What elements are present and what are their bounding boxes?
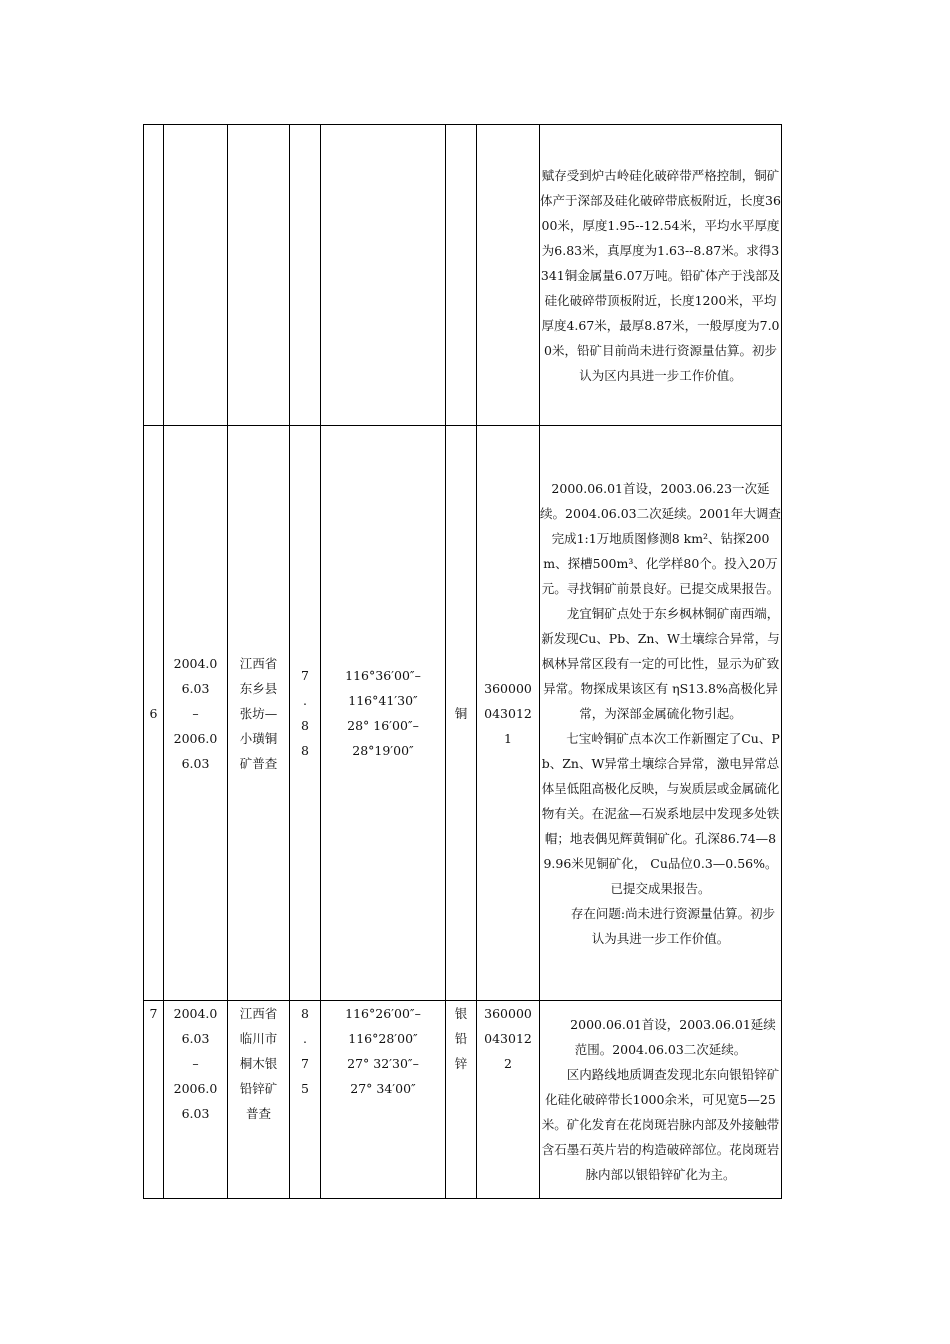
cell-license-code bbox=[477, 1001, 540, 1199]
area-char: 8 bbox=[301, 743, 309, 758]
cell-description bbox=[540, 125, 782, 426]
name-line: 矿普查 bbox=[239, 755, 278, 771]
code-line: 043012 bbox=[484, 1031, 532, 1046]
coord-line: 116°36′00″– bbox=[345, 668, 421, 683]
date-line: 6.03 bbox=[181, 1031, 210, 1046]
cell-mineral bbox=[446, 1001, 477, 1199]
cell-area bbox=[290, 125, 321, 426]
name-line: 普查 bbox=[245, 1106, 271, 1121]
name-line: 临川市 bbox=[239, 1031, 278, 1046]
area-char: . bbox=[303, 693, 307, 708]
cell-project-name bbox=[228, 125, 290, 426]
mineral-char: 银 bbox=[454, 1006, 468, 1021]
cell-mineral bbox=[446, 125, 477, 426]
date-line: 6.03 bbox=[181, 680, 210, 696]
cell-number: 6 bbox=[144, 426, 164, 1001]
description-paragraph: 龙宜铜矿点处于东乡枫林铜矿南西端，新发现Cu、Pb、Zn、W土壤综合异常，与枫林异常区段有一定的可比性，显示为矿致异常。物探成果该区有 ηS13.8%高极化异常，为深部金属硫化物引起。 bbox=[541, 605, 780, 721]
table-row bbox=[144, 125, 782, 426]
name-line: 江西省 bbox=[239, 655, 278, 671]
date-line: 6.03 bbox=[181, 1106, 210, 1121]
cell-description bbox=[540, 1001, 782, 1199]
code-line: 360000 bbox=[484, 680, 532, 696]
mineral-char: 铜 bbox=[454, 705, 468, 721]
coord-line: 28° 16′00″– bbox=[347, 718, 419, 733]
area-char: 7 bbox=[301, 668, 309, 683]
cell-coordinates bbox=[321, 1001, 446, 1199]
name-line: 桐木银 bbox=[239, 1056, 278, 1071]
area-char: . bbox=[303, 1031, 307, 1046]
description-paragraph: 2000.06.01首设，2003.06.23一次延续。2004.06.03二次延续。2001年大调查完成1:1万地质图修测8 km²、钻探200m、探槽500m³、化学样80个。投入20万元。寻找铜矿前景良好。已提交成果报告。 bbox=[540, 480, 781, 596]
cell-date bbox=[164, 426, 228, 1001]
cell-area bbox=[290, 426, 321, 1001]
name-line: 铅锌矿 bbox=[239, 1081, 278, 1096]
cell-coordinates bbox=[321, 426, 446, 1001]
name-line: 江西省 bbox=[239, 1006, 278, 1021]
description-paragraph: 区内路线地质调查发现北东向银铅锌矿化硅化破碎带长1000余米，可见宽5—25米。矿化发育在花岗斑岩脉内部及外接触带含石墨石英片岩的构造破碎部位。花岗斑岩脉内部以银铅锌矿化为主。 bbox=[541, 1067, 780, 1182]
date-line: 2006.0 bbox=[173, 730, 218, 746]
description-paragraph: 2000.06.01首设，2003.06.01延续范围。2004.06.03二次延续。 bbox=[570, 1017, 776, 1057]
name-line: 张坊— bbox=[239, 705, 278, 721]
cell-mineral bbox=[446, 426, 477, 1001]
coord-line: 27° 34′00″ bbox=[350, 1081, 416, 1096]
cell-project-name bbox=[228, 426, 290, 1001]
cell-number bbox=[144, 125, 164, 426]
description-paragraph: 七宝岭铜矿点本次工作新圈定了Cu、Pb、Zn、W异常土壤综合异常，激电异常总体呈低阻高极化反映，与炭质层或金属硫化物有关。在泥盆—石炭系地层中发现多处铁帽；地表偶见辉黄铜矿化。孔深86.74—89.96米见铜矿化， Cu品位0.3—0.56%。已提交成果报告。 bbox=[541, 730, 780, 896]
cell-description bbox=[540, 426, 782, 1001]
mineral-char: 铅 bbox=[454, 1031, 468, 1046]
date-line: 2004.0 bbox=[173, 655, 218, 671]
table-row bbox=[144, 426, 782, 1001]
date-line: 2006.0 bbox=[173, 1081, 218, 1096]
coord-line: 116°28′00″ bbox=[348, 1031, 418, 1046]
coord-line: 27° 32′30″– bbox=[347, 1056, 419, 1071]
table-row bbox=[144, 1001, 782, 1199]
date-line: 2004.0 bbox=[173, 1006, 218, 1021]
date-line: – bbox=[192, 705, 199, 721]
description-paragraph: 赋存受到炉古岭硅化破碎带严格控制，铜矿体产于深部及硅化破碎带底板附近，长度3600米，厚度1.95--12.54米，平均水平厚度为6.83米，真厚度为1.63--8.87米。求得3341铜金属量6.07万吨。铅矿体产于浅部及硅化破碎带顶板附近，长度1200米，平均厚度4.67米，最厚8.87米，一般厚度为7.00米，铅矿目前尚未进行资源量估算。初步认为区内具进一步工作价值。 bbox=[540, 167, 781, 383]
description-paragraph: 存在问题:尚未进行资源量估算。初步认为具进一步工作价值。 bbox=[570, 905, 776, 946]
coord-line: 116°26′00″– bbox=[345, 1006, 421, 1021]
area-char: 8 bbox=[301, 718, 309, 733]
cell-number: 7 bbox=[144, 1001, 164, 1199]
name-line: 东乡县 bbox=[239, 680, 278, 696]
cell-area bbox=[290, 1001, 321, 1199]
cell-date bbox=[164, 125, 228, 426]
code-line: 1 bbox=[504, 730, 512, 746]
cell-project-name bbox=[228, 1001, 290, 1199]
coord-line: 116°41′30″ bbox=[348, 693, 418, 708]
area-char: 7 bbox=[301, 1056, 309, 1071]
cell-license-code bbox=[477, 426, 540, 1001]
code-line: 2 bbox=[504, 1056, 512, 1071]
code-line: 043012 bbox=[484, 705, 532, 721]
date-line: 6.03 bbox=[181, 755, 210, 771]
name-line: 小璜铜 bbox=[239, 730, 278, 746]
cell-date bbox=[164, 1001, 228, 1199]
cell-license-code bbox=[477, 125, 540, 426]
area-char: 5 bbox=[301, 1081, 309, 1096]
mining-table bbox=[143, 124, 782, 1199]
cell-coordinates bbox=[321, 125, 446, 426]
mineral-char: 锌 bbox=[454, 1056, 468, 1071]
date-line: – bbox=[192, 1056, 199, 1071]
area-char: 8 bbox=[301, 1006, 309, 1021]
code-line: 360000 bbox=[484, 1006, 532, 1021]
coord-line: 28°19′00″ bbox=[352, 743, 414, 758]
